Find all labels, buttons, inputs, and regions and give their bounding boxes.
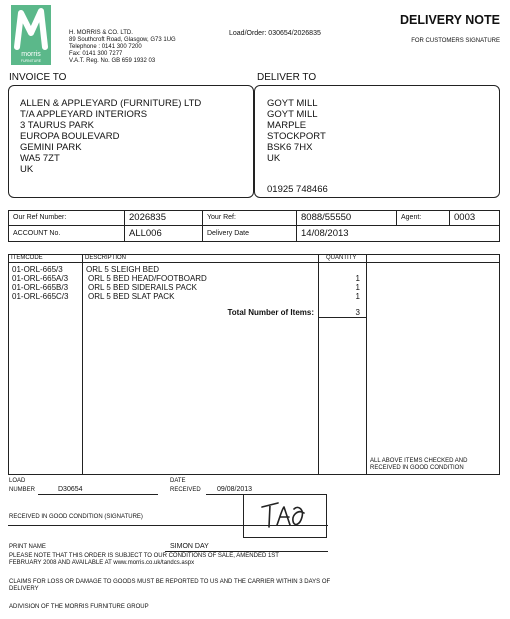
total-items-value: 3 xyxy=(355,308,360,317)
load-order: Load/Order: 030654/2026835 xyxy=(229,30,321,37)
deliver-line: STOCKPORT xyxy=(267,131,326,142)
load-number: D30654 xyxy=(58,486,83,493)
invoice-to-label: INVOICE TO xyxy=(9,72,67,83)
invoice-line: EUROPA BOULEVARD xyxy=(20,131,120,142)
your-ref-label: Your Ref: xyxy=(207,214,236,221)
item-desc: ORL 5 BED HEAD/FOOTBOARD xyxy=(88,274,207,283)
our-ref-value: 2026835 xyxy=(129,212,166,223)
handwritten-signature-icon xyxy=(244,495,326,537)
delivery-date-label: Delivery Date xyxy=(207,230,250,237)
deliver-to-label: DELIVER TO xyxy=(257,72,317,83)
item-codes xyxy=(12,265,68,301)
division-notice: ADIVISION OF THE MORRIS FURNITURE GROUP xyxy=(9,604,149,610)
invoice-line: WA5 7ZT xyxy=(20,153,60,164)
item-descriptions xyxy=(86,265,207,301)
item-code: 01-ORL-665B/3 xyxy=(12,283,69,292)
date-label-line1: DATE xyxy=(170,478,186,484)
invoice-line: 3 TAURUS PARK xyxy=(20,120,94,131)
deliver-line: GOYT MILL xyxy=(267,98,318,109)
reference-table xyxy=(8,210,500,242)
date-received-value: 09/08/2013 xyxy=(217,486,253,493)
company-address xyxy=(69,30,176,65)
item-desc: ORL 5 BED SIDERAILS PACK xyxy=(88,283,197,292)
deliver-line: UK xyxy=(267,153,281,164)
date-label-line2: RECEIVED xyxy=(170,487,201,493)
company-vat: V.A.T. Reg. No. GB 659 1932 03 xyxy=(69,58,156,64)
deliver-line: MARPLE xyxy=(267,120,307,131)
item-quantities xyxy=(322,265,360,301)
morris-m-icon xyxy=(11,5,51,53)
company-street: 89 Southcroft Road, Glasgow, G73 1UG xyxy=(69,37,176,43)
item-qty xyxy=(322,265,360,274)
item-code: 01-ORL-665A/3 xyxy=(12,274,69,283)
document-title: DELIVERY NOTE xyxy=(399,13,500,27)
print-name-label: PRINT NAME xyxy=(9,544,46,550)
invoice-line: T/A APPLEYARD INTERIORS xyxy=(20,109,148,120)
col-description: DESCRIPTION xyxy=(85,255,127,261)
logo-brand: morris xyxy=(21,51,41,58)
load-label-line2: NUMBER xyxy=(9,487,36,493)
agent-value: 0003 xyxy=(454,212,476,223)
logo-sub: FURNITURE xyxy=(20,59,42,63)
account-label: ACCOUNT No. xyxy=(13,230,61,237)
invoice-line: ALLEN & APPLEYARD (FURNITURE) LTD xyxy=(20,98,202,109)
invoice-line: UK xyxy=(20,164,34,175)
invoice-line: GEMINI PARK xyxy=(20,142,82,153)
item-qty: 1 xyxy=(355,283,360,292)
item-desc: ORL 5 BED SLAT PACK xyxy=(88,292,175,301)
document-subtitle: FOR CUSTOMERS SIGNATURE xyxy=(411,38,500,44)
item-qty: 1 xyxy=(355,274,360,283)
total-items-label: Total Number of Items: xyxy=(227,308,314,317)
item-code: 01-ORL-665/3 xyxy=(12,265,63,274)
print-name-value: SIMON DAY xyxy=(170,543,209,550)
company-name: H. MORRIS & CO. LTD. xyxy=(69,30,133,36)
company-phone: Telephone : 0141 300 7200 xyxy=(69,44,142,50)
date-received-label xyxy=(170,478,201,494)
company-logo xyxy=(11,5,51,65)
col-itemcode: ITEMCODE xyxy=(11,255,43,261)
signature-box xyxy=(243,494,327,538)
load-label-line1: LOAD xyxy=(9,478,26,484)
deliver-line: GOYT MILL xyxy=(267,109,318,120)
company-fax: Fax: 0141 300 7277 xyxy=(69,51,123,57)
checked-note: ALL ABOVE ITEMS CHECKED AND RECEIVED IN GOOD CONDITION xyxy=(370,458,468,471)
item-qty: 1 xyxy=(355,292,360,301)
our-ref-label: Our Ref Number: xyxy=(13,214,67,221)
claims-notice: CLAIMS FOR LOSS OR DAMAGE TO GOODS MUST BE REPORTED TO US AND THE CARRIER WITHIN 3 DAYS OF DELIVERY xyxy=(9,579,331,592)
delivery-date-value: 14/08/2013 xyxy=(301,228,349,239)
load-label xyxy=(9,478,35,494)
received-statement: RECEIVED IN GOOD CONDITION (SIGNATURE) xyxy=(9,514,143,520)
item-code: 01-ORL-665C/3 xyxy=(12,292,69,301)
your-ref-value: 8088/55550 xyxy=(301,212,352,223)
conditions-notice: PLEASE NOTE THAT THIS ORDER IS SUBJECT TO OUR CONDITIONS OF SALE, AMENDED 1ST FEBRUARY 2008 AND AVAILABLE AT www.morris.co.uk/tandcs.aspx xyxy=(9,553,279,566)
deliver-phone: 01925 748466 xyxy=(267,184,328,195)
deliver-to-address xyxy=(267,98,326,164)
item-desc: ORL 5 SLEIGH BED xyxy=(86,265,160,274)
agent-label: Agent: xyxy=(401,214,422,221)
invoice-to-address xyxy=(20,98,201,175)
deliver-line: BSK6 7HX xyxy=(267,142,313,153)
account-value: ALL006 xyxy=(129,228,162,239)
col-quantity: QUANTITY xyxy=(326,255,357,261)
